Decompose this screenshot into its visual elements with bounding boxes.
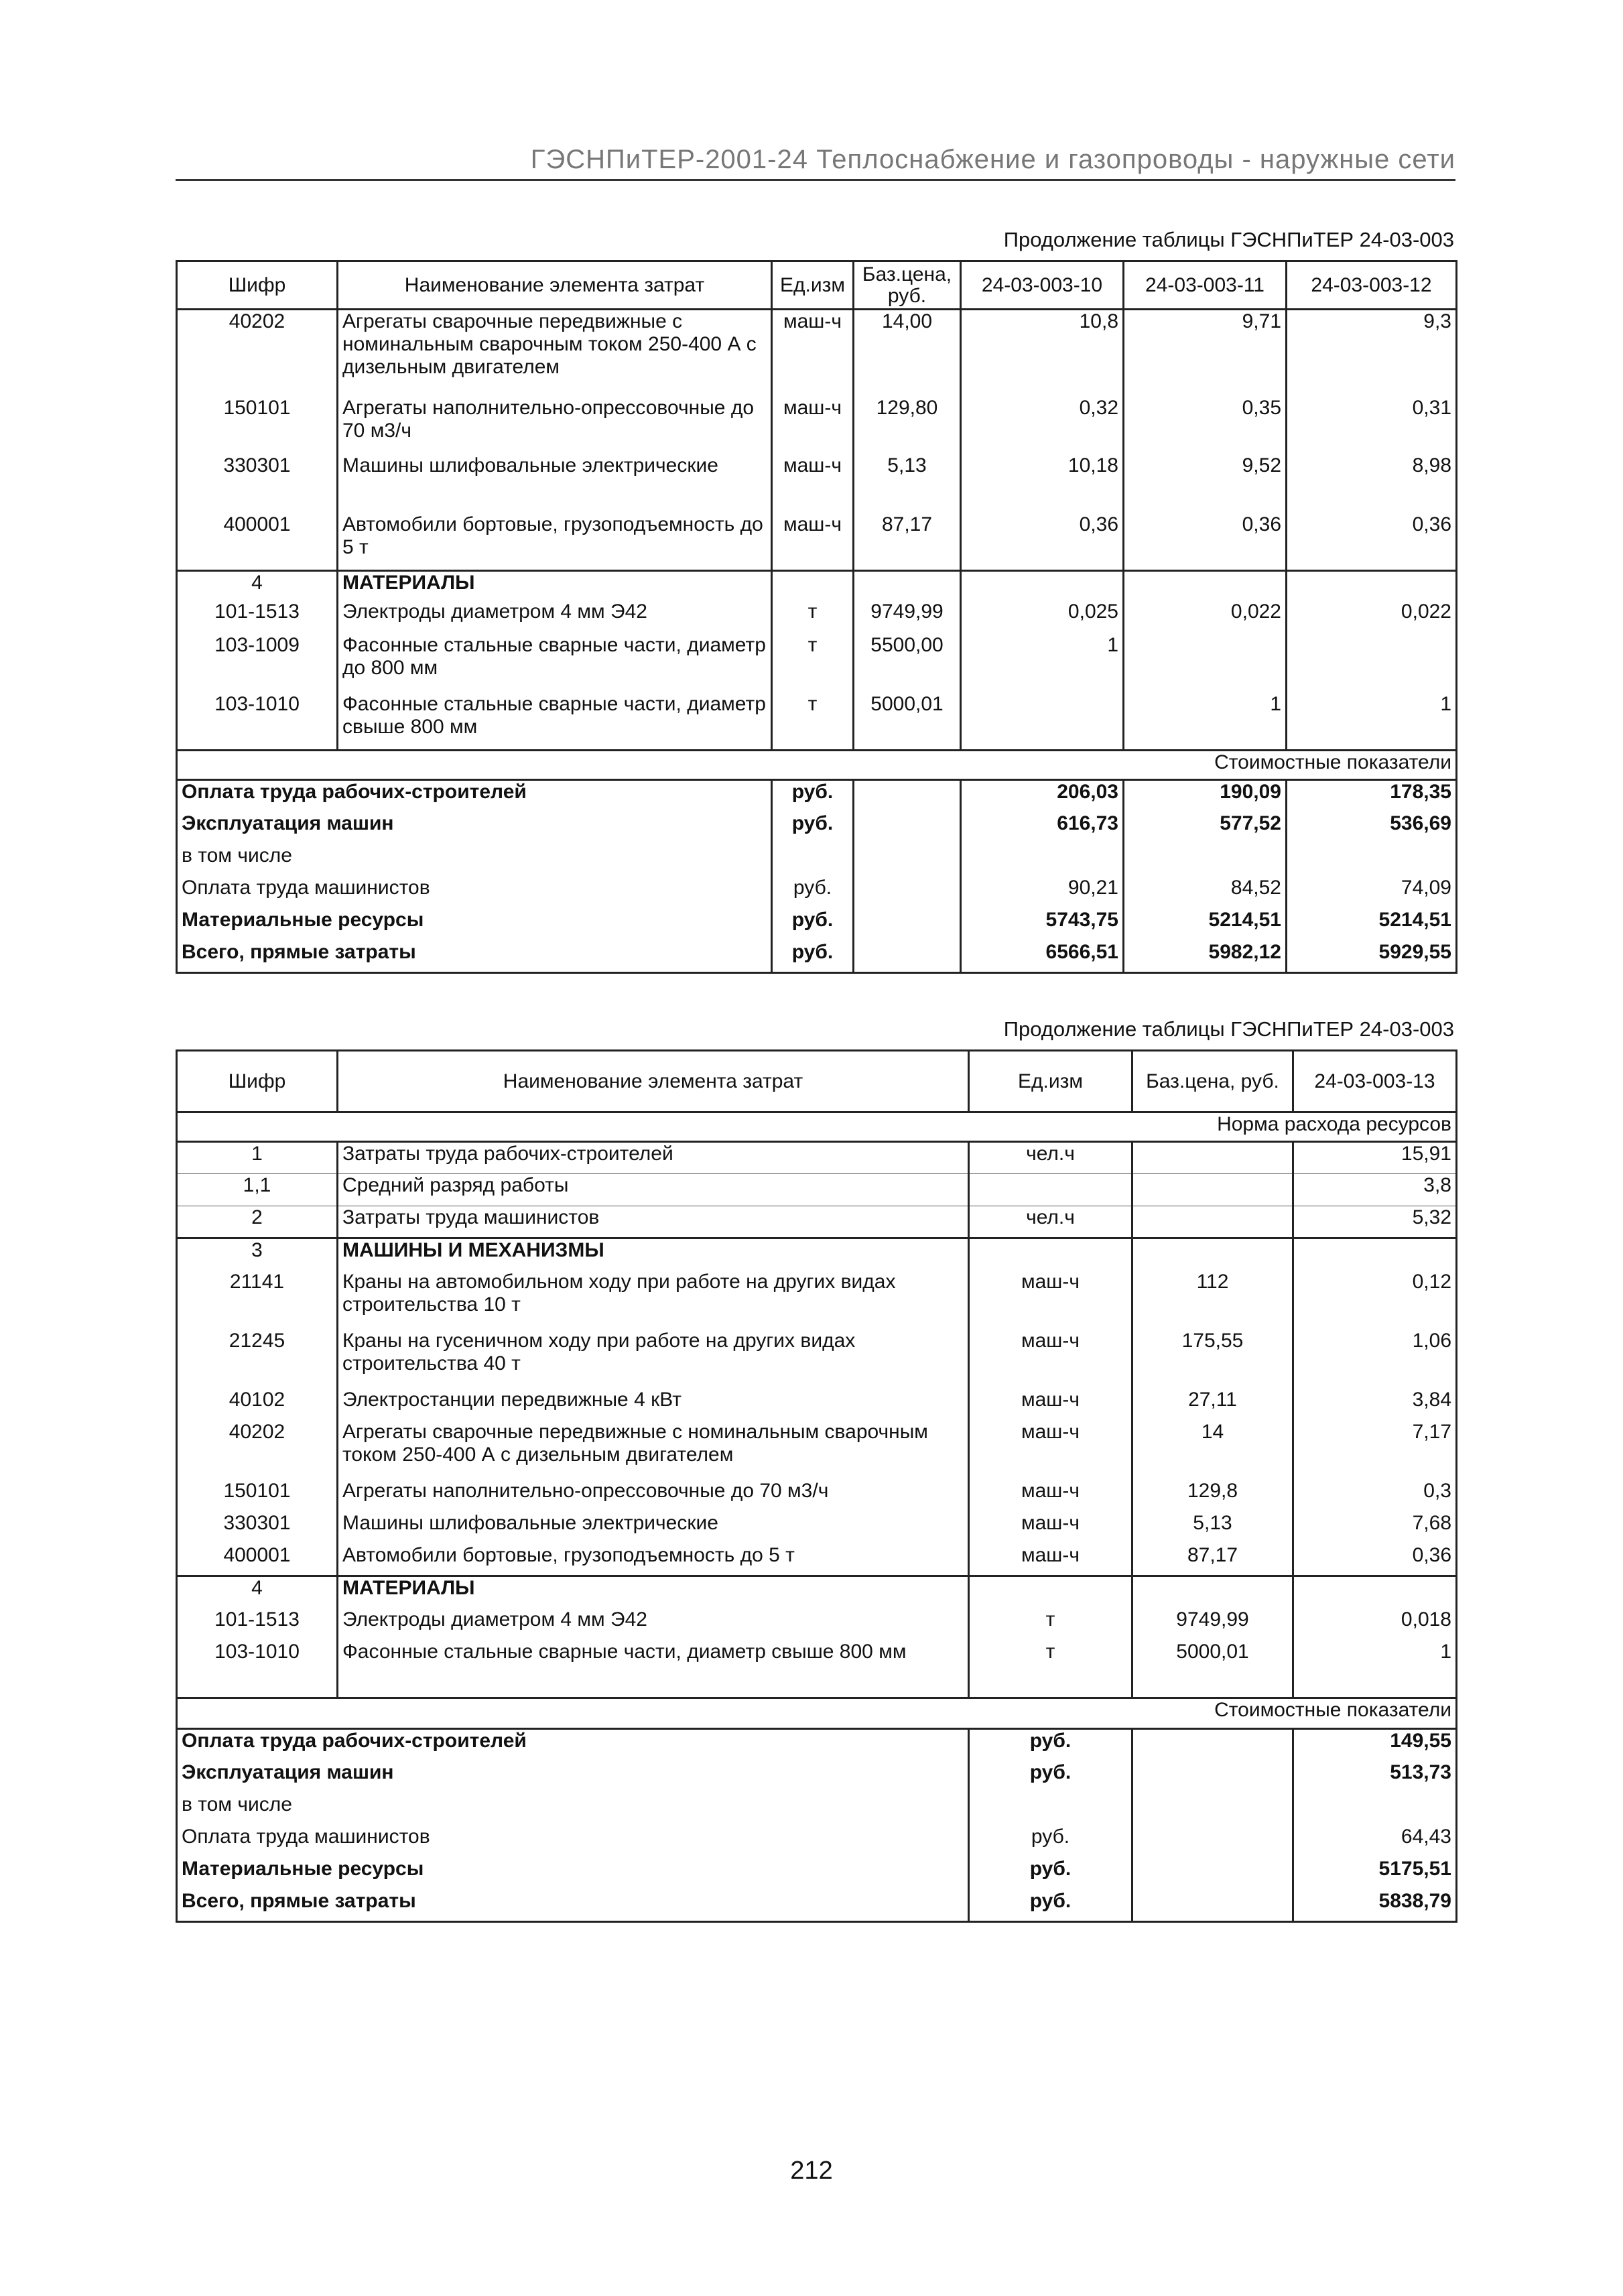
cost-value: 149,55	[1293, 1729, 1457, 1761]
cost-header: Стоимостные показатели	[177, 1698, 1457, 1729]
cell-unit: маш-ч	[772, 310, 854, 397]
cell-norm: 9,3	[1287, 310, 1457, 397]
section-row	[177, 571, 1457, 600]
cell-code: 21245	[177, 1330, 338, 1389]
norm-header: Норма расхода ресурсов	[177, 1112, 1457, 1142]
section-row	[177, 1238, 1457, 1271]
cost-value: 5982,12	[1124, 941, 1287, 973]
cell-unit: маш-ч	[969, 1544, 1132, 1576]
col-header-unit: Ед.изм	[969, 1051, 1132, 1112]
cost-unit: руб.	[969, 1858, 1132, 1890]
cell-price: 112	[1132, 1271, 1293, 1330]
table-row	[177, 600, 1457, 634]
cell-unit: т	[969, 1641, 1132, 1698]
cost-value: 6566,51	[961, 941, 1124, 973]
cell-code: 103-1009	[177, 634, 338, 693]
cell-unit: т	[772, 600, 854, 634]
section-title: МАТЕРИАЛЫ	[338, 1576, 969, 1608]
cost-value	[961, 844, 1124, 877]
cost-unit: руб.	[969, 1729, 1132, 1761]
cell-norm: 0,025	[961, 600, 1124, 634]
cost-unit	[969, 1793, 1132, 1826]
cell-code: 330301	[177, 454, 338, 513]
cell-norm: 7,68	[1293, 1512, 1457, 1544]
cell-norm	[1287, 634, 1457, 693]
col-header-norm-11: 24-03-003-11	[1124, 261, 1287, 310]
cell-norm: 0,36	[1287, 513, 1457, 571]
cell-code: 4	[177, 1576, 338, 1608]
cell-price: 14	[1132, 1421, 1293, 1480]
cell-norm: 7,17	[1293, 1421, 1457, 1480]
cost-label: в том числе	[177, 844, 772, 877]
cell-norm: 3,84	[1293, 1389, 1457, 1421]
cell-name: Электроды диаметром 4 мм Э42	[338, 1608, 969, 1641]
cell-norm: 0,36	[961, 513, 1124, 571]
table-row	[177, 1641, 1457, 1698]
cell-price: 175,55	[1132, 1330, 1293, 1389]
cell-name: Агрегаты наполнительно-опрессовочные до 70 м3/ч	[338, 397, 772, 454]
cell-code: 40102	[177, 1389, 338, 1421]
col-header-code: Шифр	[177, 1051, 338, 1112]
cell-code: 400001	[177, 513, 338, 571]
section-title: МАШИНЫ И МЕХАНИЗМЫ	[338, 1238, 969, 1271]
cell-norm: 0,022	[1287, 600, 1457, 634]
cost-unit: руб.	[969, 1826, 1132, 1858]
table-row	[177, 310, 1457, 397]
col-header-name: Наименование элемента затрат	[338, 261, 772, 310]
cost-value: 5214,51	[1124, 909, 1287, 941]
col-header-price: Баз.цена, руб.	[1132, 1051, 1293, 1112]
cell-norm	[961, 693, 1124, 751]
table-row	[177, 513, 1457, 571]
cost-unit: руб.	[969, 1890, 1132, 1922]
table-row	[177, 454, 1457, 513]
cell-norm: 1,06	[1293, 1330, 1457, 1389]
cell-unit: т	[969, 1608, 1132, 1641]
cell-code: 1,1	[177, 1174, 338, 1206]
cost-row	[177, 1761, 1457, 1793]
norm-header-row	[177, 1112, 1457, 1142]
cell-norm: 9,71	[1124, 310, 1287, 397]
cell-name: Автомобили бортовые, грузоподъемность до 5 т	[338, 1544, 969, 1576]
cost-label: Оплата труда машинистов	[177, 877, 772, 909]
cost-row	[177, 877, 1457, 909]
cell-code: 150101	[177, 1480, 338, 1512]
cell-name: Средний разряд работы	[338, 1174, 969, 1206]
cost-value: 5214,51	[1287, 909, 1457, 941]
table-row	[177, 1544, 1457, 1576]
cell-price	[1132, 1206, 1293, 1238]
cost-value	[1124, 844, 1287, 877]
cost-header-row	[177, 751, 1457, 780]
cell-price: 27,11	[1132, 1389, 1293, 1421]
table-row	[177, 1206, 1457, 1238]
cell-norm: 10,8	[961, 310, 1124, 397]
cell-name: Агрегаты наполнительно-опрессовочные до 70 м3/ч	[338, 1480, 969, 1512]
col-header-norm-12: 24-03-003-12	[1287, 261, 1457, 310]
cost-value: 5743,75	[961, 909, 1124, 941]
cell-name: Электростанции передвижные 4 кВт	[338, 1389, 969, 1421]
cell-norm: 15,91	[1293, 1142, 1457, 1174]
cost-label: Оплата труда рабочих-строителей	[177, 1729, 969, 1761]
cost-row	[177, 1858, 1457, 1890]
cell-norm: 0,31	[1287, 397, 1457, 454]
cell-unit: маш-ч	[772, 397, 854, 454]
cell-price: 5000,01	[1132, 1641, 1293, 1698]
col-header-price: Баз.цена, руб.	[854, 261, 961, 310]
running-header	[176, 139, 1455, 181]
table1-header-row	[177, 261, 1457, 310]
col-header-name: Наименование элемента затрат	[338, 1051, 969, 1112]
cell-name: Машины шлифовальные электрические	[338, 454, 772, 513]
cost-value: 84,52	[1124, 877, 1287, 909]
cell-norm: 3,8	[1293, 1174, 1457, 1206]
cost-row	[177, 1890, 1457, 1922]
cell-code: 101-1513	[177, 1608, 338, 1641]
table-row	[177, 1512, 1457, 1544]
cost-value: 5838,79	[1293, 1890, 1457, 1922]
cell-norm: 0,32	[961, 397, 1124, 454]
cell-norm: 0,12	[1293, 1271, 1457, 1330]
cell-name: Фасонные стальные сварные части, диаметр до 800 мм	[338, 634, 772, 693]
cell-price: 129,80	[854, 397, 961, 454]
section-row	[177, 1576, 1457, 1608]
cell-unit: маш-ч	[772, 513, 854, 571]
cost-label: Эксплуатация машин	[177, 1761, 969, 1793]
cell-name: Электроды диаметром 4 мм Э42	[338, 600, 772, 634]
table-row	[177, 1389, 1457, 1421]
cost-value: 513,73	[1293, 1761, 1457, 1793]
cell-price: 87,17	[1132, 1544, 1293, 1576]
cost-label: Оплата труда рабочих-строителей	[177, 780, 772, 812]
cost-label: в том числе	[177, 1793, 969, 1826]
cell-unit: маш-ч	[969, 1421, 1132, 1480]
table-row	[177, 1608, 1457, 1641]
cell-price: 5,13	[854, 454, 961, 513]
cell-price: 129,8	[1132, 1480, 1293, 1512]
cost-row	[177, 1729, 1457, 1761]
cost-row	[177, 1826, 1457, 1858]
cell-norm: 0,018	[1293, 1608, 1457, 1641]
cell-name: Фасонные стальные сварные части, диаметр свыше 800 мм	[338, 1641, 969, 1698]
cost-value	[1287, 844, 1457, 877]
cell-unit	[969, 1174, 1132, 1206]
table1-caption: Продолжение таблицы ГЭСНПиТЕР 24-03-003	[1003, 228, 1454, 251]
cell-norm: 0,022	[1124, 600, 1287, 634]
cell-code: 330301	[177, 1512, 338, 1544]
col-header-norm-10: 24-03-003-10	[961, 261, 1124, 310]
cell-price: 9749,99	[1132, 1608, 1293, 1641]
cost-unit	[772, 844, 854, 877]
cell-price: 9749,99	[854, 600, 961, 634]
table-row	[177, 1480, 1457, 1512]
cell-name: Машины шлифовальные электрические	[338, 1512, 969, 1544]
cell-norm	[1124, 634, 1287, 693]
cost-row	[177, 941, 1457, 973]
cost-row	[177, 909, 1457, 941]
cost-value: 536,69	[1287, 812, 1457, 844]
cell-price: 87,17	[854, 513, 961, 571]
cell-unit: маш-ч	[969, 1330, 1132, 1389]
col-header-unit: Ед.изм	[772, 261, 854, 310]
cell-name: Затраты труда машинистов	[338, 1206, 969, 1238]
cost-value	[1293, 1793, 1457, 1826]
table-row	[177, 634, 1457, 693]
cell-norm: 0,36	[1124, 513, 1287, 571]
cell-unit: маш-ч	[969, 1271, 1132, 1330]
cell-unit: чел.ч	[969, 1142, 1132, 1174]
cost-row	[177, 812, 1457, 844]
cell-name: Краны на автомобильном ходу при работе на других видах строительства 10 т	[338, 1271, 969, 1330]
cell-code: 4	[177, 571, 338, 600]
cell-unit: т	[772, 634, 854, 693]
cell-price: 5500,00	[854, 634, 961, 693]
cost-unit: руб.	[969, 1761, 1132, 1793]
cost-row	[177, 780, 1457, 812]
cell-code: 2	[177, 1206, 338, 1238]
cell-code: 400001	[177, 1544, 338, 1576]
cell-name: Агрегаты сварочные передвижные с номинальным сварочным током 250-400 А с дизельным двигателем	[338, 310, 772, 397]
cell-name: Затраты труда рабочих-строителей	[338, 1142, 969, 1174]
cell-code: 21141	[177, 1271, 338, 1330]
cost-label: Оплата труда машинистов	[177, 1826, 969, 1858]
cell-price	[1132, 1142, 1293, 1174]
cell-code: 150101	[177, 397, 338, 454]
cell-code: 101-1513	[177, 600, 338, 634]
cost-label: Эксплуатация машин	[177, 812, 772, 844]
cell-price: 5,13	[1132, 1512, 1293, 1544]
cell-unit: маш-ч	[969, 1480, 1132, 1512]
cell-code: 40202	[177, 1421, 338, 1480]
cell-unit: чел.ч	[969, 1206, 1132, 1238]
cost-label: Материальные ресурсы	[177, 1858, 969, 1890]
cell-unit: маш-ч	[969, 1512, 1132, 1544]
cell-unit: т	[772, 693, 854, 751]
cell-code: 103-1010	[177, 1641, 338, 1698]
cell-norm: 1	[1124, 693, 1287, 751]
cell-price: 14,00	[854, 310, 961, 397]
col-header-code: Шифр	[177, 261, 338, 310]
table-row	[177, 1271, 1457, 1330]
cost-value: 90,21	[961, 877, 1124, 909]
cost-value: 577,52	[1124, 812, 1287, 844]
table-row	[177, 397, 1457, 454]
cell-code: 40202	[177, 310, 338, 397]
cell-name: Агрегаты сварочные передвижные с номинальным сварочным током 250-400 А с дизельным двигателем	[338, 1421, 969, 1480]
cell-norm: 0,3	[1293, 1480, 1457, 1512]
cost-row	[177, 1793, 1457, 1826]
cost-header: Стоимостные показатели	[177, 751, 1457, 780]
cell-name: Фасонные стальные сварные части, диаметр свыше 800 мм	[338, 693, 772, 751]
page-number: 212	[790, 2157, 833, 2185]
cost-value: 190,09	[1124, 780, 1287, 812]
cost-unit: руб.	[772, 780, 854, 812]
cell-norm: 1	[1287, 693, 1457, 751]
cell-name: Автомобили бортовые, грузоподъемность до 5 т	[338, 513, 772, 571]
cost-value: 5929,55	[1287, 941, 1457, 973]
cell-norm: 0,36	[1293, 1544, 1457, 1576]
cell-code: 1	[177, 1142, 338, 1174]
cost-unit: руб.	[772, 909, 854, 941]
cell-code: 3	[177, 1238, 338, 1271]
table2-header-row	[177, 1051, 1457, 1112]
cell-norm: 0,35	[1124, 397, 1287, 454]
cost-unit: руб.	[772, 941, 854, 973]
table-row	[177, 1174, 1457, 1206]
cost-value: 206,03	[961, 780, 1124, 812]
cell-norm: 8,98	[1287, 454, 1457, 513]
table2	[176, 1049, 1457, 1923]
cost-value: 616,73	[961, 812, 1124, 844]
cost-value: 74,09	[1287, 877, 1457, 909]
cost-label: Материальные ресурсы	[177, 909, 772, 941]
cost-label: Всего, прямые затраты	[177, 941, 772, 973]
cost-value: 178,35	[1287, 780, 1457, 812]
col-header-norm-13: 24-03-003-13	[1293, 1051, 1457, 1112]
cell-unit: маш-ч	[772, 454, 854, 513]
cell-price: 5000,01	[854, 693, 961, 751]
cell-norm: 5,32	[1293, 1206, 1457, 1238]
cell-price	[1132, 1174, 1293, 1206]
table1	[176, 260, 1457, 974]
cost-header-row	[177, 1698, 1457, 1729]
cell-unit: маш-ч	[969, 1389, 1132, 1421]
cost-unit: руб.	[772, 812, 854, 844]
cost-value: 5175,51	[1293, 1858, 1457, 1890]
running-header-title: ГЭСНПиТЕР-2001-24 Теплоснабжение и газопроводы - наружные сети	[530, 145, 1455, 174]
table-row	[177, 693, 1457, 751]
cell-name: Краны на гусеничном ходу при работе на других видах строительства 40 т	[338, 1330, 969, 1389]
cell-norm: 10,18	[961, 454, 1124, 513]
table-row	[177, 1330, 1457, 1389]
cell-norm: 1	[1293, 1641, 1457, 1698]
table-row	[177, 1421, 1457, 1480]
cost-value: 64,43	[1293, 1826, 1457, 1858]
cost-row	[177, 844, 1457, 877]
cost-label: Всего, прямые затраты	[177, 1890, 969, 1922]
table2-caption: Продолжение таблицы ГЭСНПиТЕР 24-03-003	[1003, 1017, 1454, 1041]
cell-norm: 1	[961, 634, 1124, 693]
section-title: МАТЕРИАЛЫ	[338, 571, 772, 600]
cell-norm: 9,52	[1124, 454, 1287, 513]
cost-unit: руб.	[772, 877, 854, 909]
table-row	[177, 1142, 1457, 1174]
cell-code: 103-1010	[177, 693, 338, 751]
